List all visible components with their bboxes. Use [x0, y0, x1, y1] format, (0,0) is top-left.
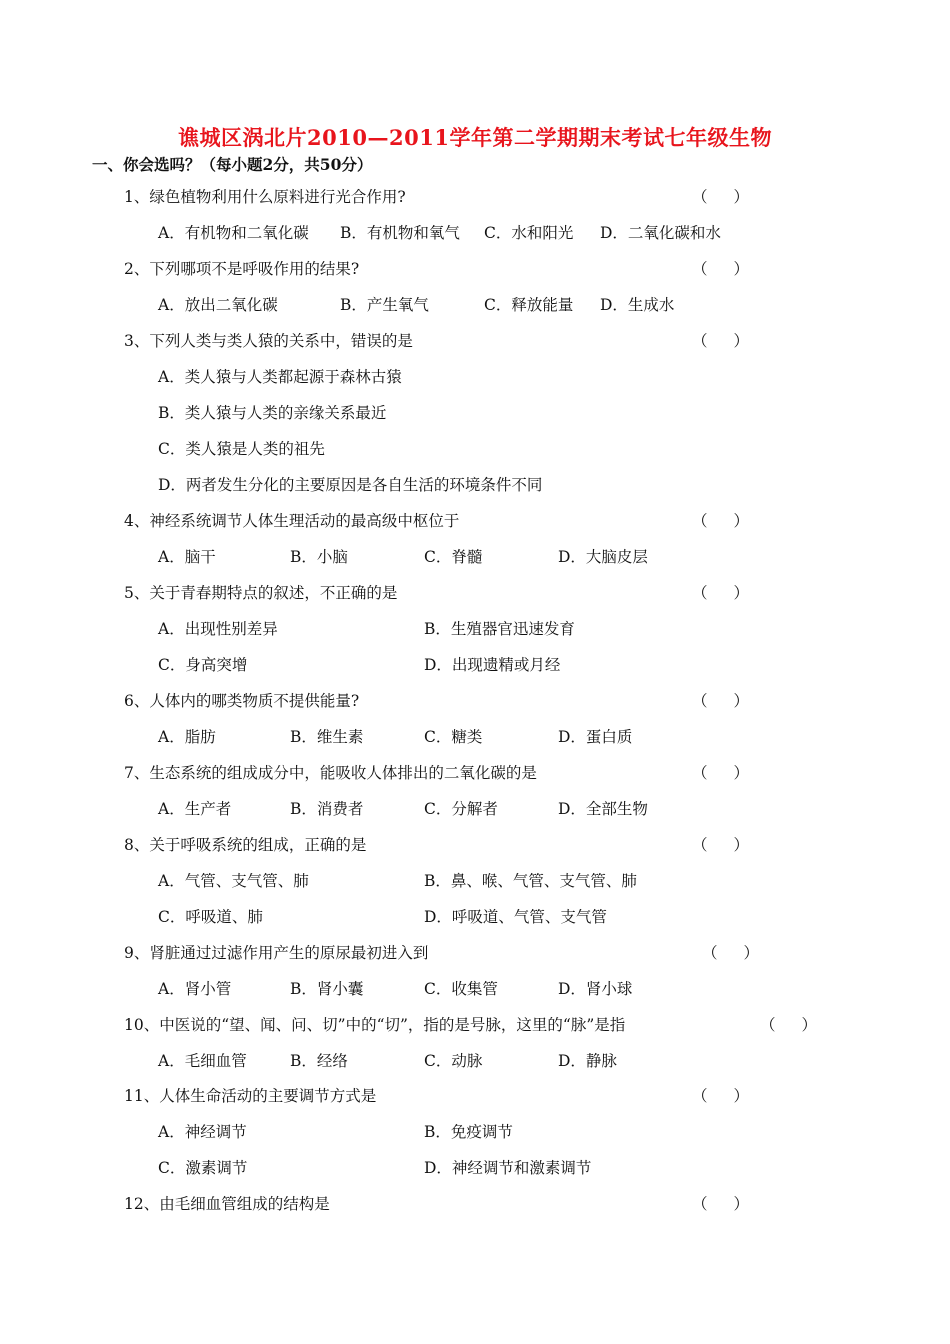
- option: C．动脉: [424, 1052, 483, 1070]
- option: B．生殖器官迅速发育: [424, 620, 575, 638]
- option: C．水和阳光: [484, 224, 574, 242]
- option: C．糖类: [424, 728, 483, 746]
- question-stem: 12、由毛细血管组成的结构是: [124, 1195, 330, 1213]
- option: D．呼吸道、气管、支气管: [424, 908, 607, 926]
- option: C．分解者: [424, 800, 498, 818]
- option: D．出现遗精或月经: [424, 656, 561, 674]
- option: A．生产者: [158, 800, 232, 818]
- question-stem: 10、中医说的“望、闻、问、切”中的“切”，指的是号脉，这里的“脉”是指: [124, 1016, 626, 1034]
- answer-blank: （ ）: [702, 944, 760, 962]
- answer-blank: （ ）: [692, 692, 750, 710]
- option: D．蛋白质: [558, 728, 633, 746]
- option: C．脊髓: [424, 548, 483, 566]
- question-stem: 1、绿色植物利用什么原料进行光合作用?: [124, 188, 406, 206]
- question-stem: 8、关于呼吸系统的组成，正确的是: [124, 836, 367, 854]
- option: A．神经调节: [158, 1123, 247, 1141]
- answer-blank: （ ）: [692, 188, 750, 206]
- option: B．小脑: [290, 548, 348, 566]
- option: C．激素调节: [158, 1159, 248, 1177]
- option: A．出现性别差异: [158, 620, 278, 638]
- answer-blank: （ ）: [692, 1087, 750, 1105]
- option: D．全部生物: [558, 800, 648, 818]
- question-stem: 2、下列哪项不是呼吸作用的结果?: [124, 260, 360, 278]
- option: B．经络: [290, 1052, 348, 1070]
- answer-blank: （ ）: [692, 512, 750, 530]
- option: A．类人猿与人类都起源于森林古猿: [158, 368, 402, 386]
- answer-blank: （ ）: [692, 260, 750, 278]
- option: D．肾小球: [558, 980, 633, 998]
- option: D．神经调节和激素调节: [424, 1159, 592, 1177]
- option: C．类人猿是人类的祖先: [158, 440, 325, 458]
- answer-blank: （ ）: [692, 332, 750, 350]
- section-heading: 一、你会选吗？（每小题2分，共50分）: [92, 155, 373, 174]
- option: B．类人猿与人类的亲缘关系最近: [158, 404, 387, 422]
- option: B．维生素: [290, 728, 364, 746]
- option: D．生成水: [600, 296, 675, 314]
- question-stem: 3、下列人类与类人猿的关系中，错误的是: [124, 332, 413, 350]
- question-stem: 5、关于青春期特点的叙述，不正确的是: [124, 584, 398, 602]
- answer-blank: （ ）: [692, 764, 750, 782]
- option: C．呼吸道、肺: [158, 908, 263, 926]
- option: B．消费者: [290, 800, 364, 818]
- question-stem: 9、肾脏通过过滤作用产生的原尿最初进入到: [124, 944, 429, 962]
- option: B．有机物和氧气: [340, 224, 460, 242]
- option: A．放出二氧化碳: [158, 296, 278, 314]
- question-stem: 6、人体内的哪类物质不提供能量?: [124, 692, 360, 710]
- option: A．气管、支气管、肺: [158, 872, 309, 890]
- option: D．两者发生分化的主要原因是各自生活的环境条件不同: [158, 476, 543, 494]
- option: B．肾小囊: [290, 980, 364, 998]
- option: B．产生氧气: [340, 296, 429, 314]
- option: C．释放能量: [484, 296, 574, 314]
- option: B．鼻、喉、气管、支气管、肺: [424, 872, 637, 890]
- question-stem: 11、人体生命活动的主要调节方式是: [124, 1087, 377, 1105]
- option: B．免疫调节: [424, 1123, 513, 1141]
- option: C．收集管: [424, 980, 498, 998]
- option: C．身高突增: [158, 656, 248, 674]
- question-stem: 4、神经系统调节人体生理活动的最高级中枢位于: [124, 512, 460, 530]
- option: D．二氧化碳和水: [600, 224, 721, 242]
- question-stem: 7、生态系统的组成成分中，能吸收人体排出的二氧化碳的是: [124, 764, 537, 782]
- option: A．脑干: [158, 548, 216, 566]
- option: A．脂肪: [158, 728, 216, 746]
- answer-blank: （ ）: [692, 1195, 750, 1213]
- option: A．有机物和二氧化碳: [158, 224, 309, 242]
- option: A．肾小管: [158, 980, 232, 998]
- answer-blank: （ ）: [760, 1016, 818, 1034]
- option: D．静脉: [558, 1052, 617, 1070]
- answer-blank: （ ）: [692, 836, 750, 854]
- option: A．毛细血管: [158, 1052, 247, 1070]
- exam-title: 谯城区涡北片2010—2011学年第二学期期末考试七年级生物: [178, 125, 772, 150]
- answer-blank: （ ）: [692, 584, 750, 602]
- option: D．大脑皮层: [558, 548, 648, 566]
